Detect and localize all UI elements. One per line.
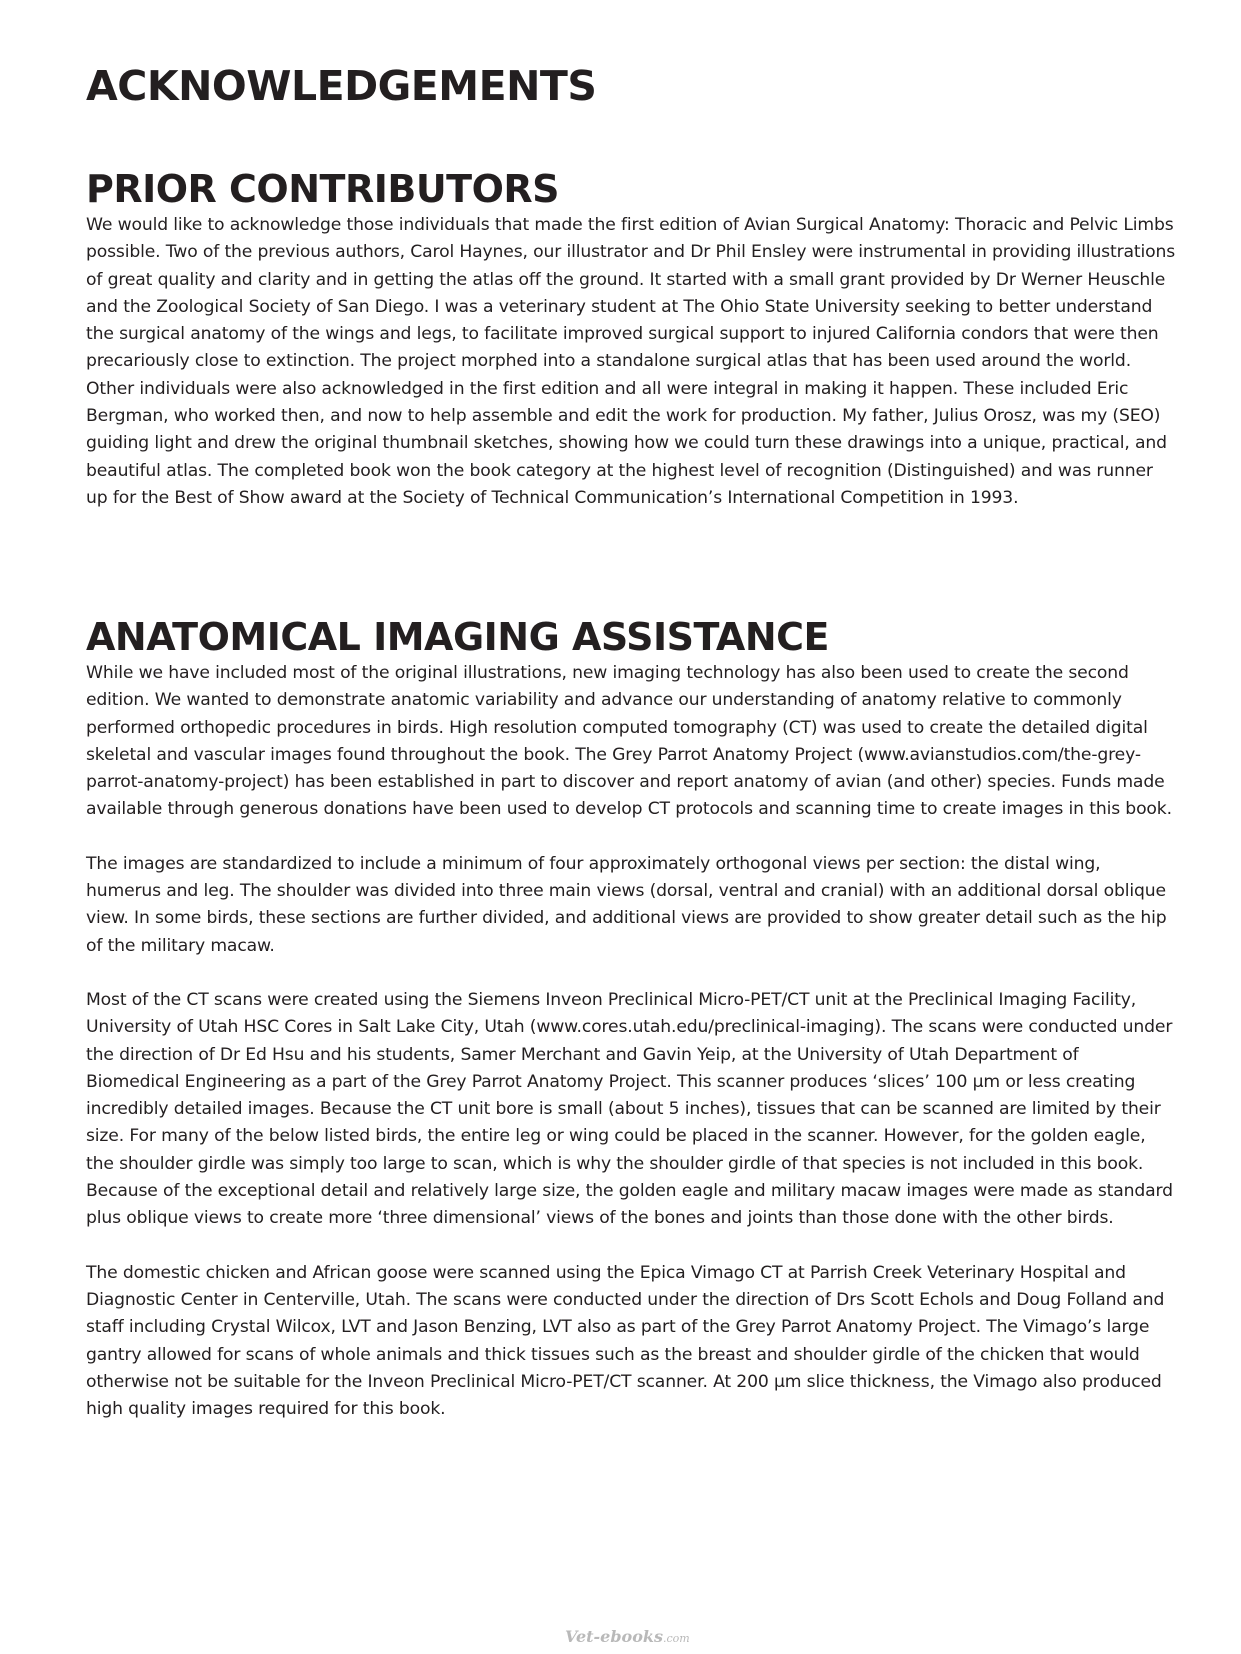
section-heading: ANATOMICAL IMAGING ASSISTANCE <box>86 615 829 659</box>
paragraph: While we have included most of the original illustrations, new imaging technology has also been used to create the second edition. We wanted to demonstrate anatomic variability and advance our understanding of anatomy relative to commonly performed orthopedic procedures in birds. High resolution computed tomography (CT) was used to create the detailed digital skeletal and vascular images found throughout the book. The Grey Parrot Anatomy Project (www.avianstudios.com/the-grey-parrot-anatomy-project) has been established in part to discover and report anatomy of avian (and other) species. Funds made available through generous donations have been used to develop CT protocols and scanning time to create images in this book. <box>86 663 1172 820</box>
section-prior-contributors <box>86 166 1176 512</box>
paragraph: We would like to acknowledge those individuals that made the first edition of Avian Surgical Anatomy: Thoracic and Pelvic Limbs possible. Two of the previous authors, Carol Haynes, our illustrator and Dr Phil Ensley were instrumental in providing illustrations of great quality and clarity and in getting the atlas off the ground. It started with a small grant provided by Dr Werner Heuschle and the Zoological Society of San Diego. I was a veterinary student at The Ohio State University seeking to better understand the surgical anatomy of the wings and legs, to facilitate improved surgical support to injured California condors that were then precariously close to extinction. The project morphed into a standalone surgical atlas that has been used around the world. Other individuals were also acknowledged in the first edition and all were integral in making it happen. These included Eric Bergman, who worked then, and now to help assemble and edit the work for production. My father, Julius Orosz, was my (SEO) guiding light and drew the original thumbnail sketches, showing how we could turn these drawings into a unique, practical, and beautiful atlas. The completed book won the book category at the highest level of recognition (Distinguished) and was runner up for the Best of Show award at the Society of Technical Communication’s International Competition in 1993. <box>86 215 1176 508</box>
section-anatomical-imaging-assistance <box>86 614 1176 1423</box>
watermark-logo <box>565 1627 690 1646</box>
watermark-suffix: .com <box>662 1632 690 1645</box>
paragraph: The images are standardized to include a minimum of four approximately orthogonal views per section: the distal wing, humerus and leg. The shoulder was divided into three main views (dorsal, ventral and cranial) with an additional dorsal oblique view. In some birds, these sections are further divided, and additional views are provided to show greater detail such as the hip of the military macaw. <box>86 853 1167 956</box>
section-heading: PRIOR CONTRIBUTORS <box>86 167 560 211</box>
page-title: ACKNOWLEDGEMENTS <box>86 62 597 110</box>
paragraph: Most of the CT scans were created using the Siemens Inveon Preclinical Micro-PET/CT unit at the Preclinical Imaging Facility, University of Utah HSC Cores in Salt Lake City, Utah (www.cores.utah.edu/preclinical-imaging). The scans were conducted under the direction of Dr Ed Hsu and his students, Samer Merchant and Gavin Yeip, at the University of Utah Department of Biomedical Engineering as a part of the Grey Parrot Anatomy Project. This scanner produces ‘slices’ 100 µm or less creating incredibly detailed images. Because the CT unit bore is small (about 5 inches), tissues that can be scanned are limited by their size. For many of the below listed birds, the entire leg or wing could be placed in the scanner. However, for the golden eagle, the shoulder girdle was simply too large to scan, which is why the shoulder girdle of that species is not included in this book. Because of the exceptional detail and relatively large size, the golden eagle and military macaw images were made as standard plus oblique views to create more ‘three dimensional’ views of the bones and joints than those done with the other birds. <box>86 989 1173 1229</box>
watermark-text: Vet-ebooks <box>565 1627 663 1646</box>
paragraph: The domestic chicken and African goose were scanned using the Epica Vimago CT at Parrish Creek Veterinary Hospital and Diagnostic Center in Centerville, Utah. The scans were conducted under the direction of Drs Scott Echols and Doug Folland and staff including Crystal Wilcox, LVT and Jason Benzing, LVT also as part of the Grey Parrot Anatomy Project. The Vimago’s large gantry allowed for scans of whole animals and thick tissues such as the breast and shoulder girdle of the chicken that would otherwise not be suitable for the Inveon Preclinical Micro-PET/CT scanner. At 200 µm slice thickness, the Vimago also produced high quality images required for this book. <box>86 1262 1165 1420</box>
